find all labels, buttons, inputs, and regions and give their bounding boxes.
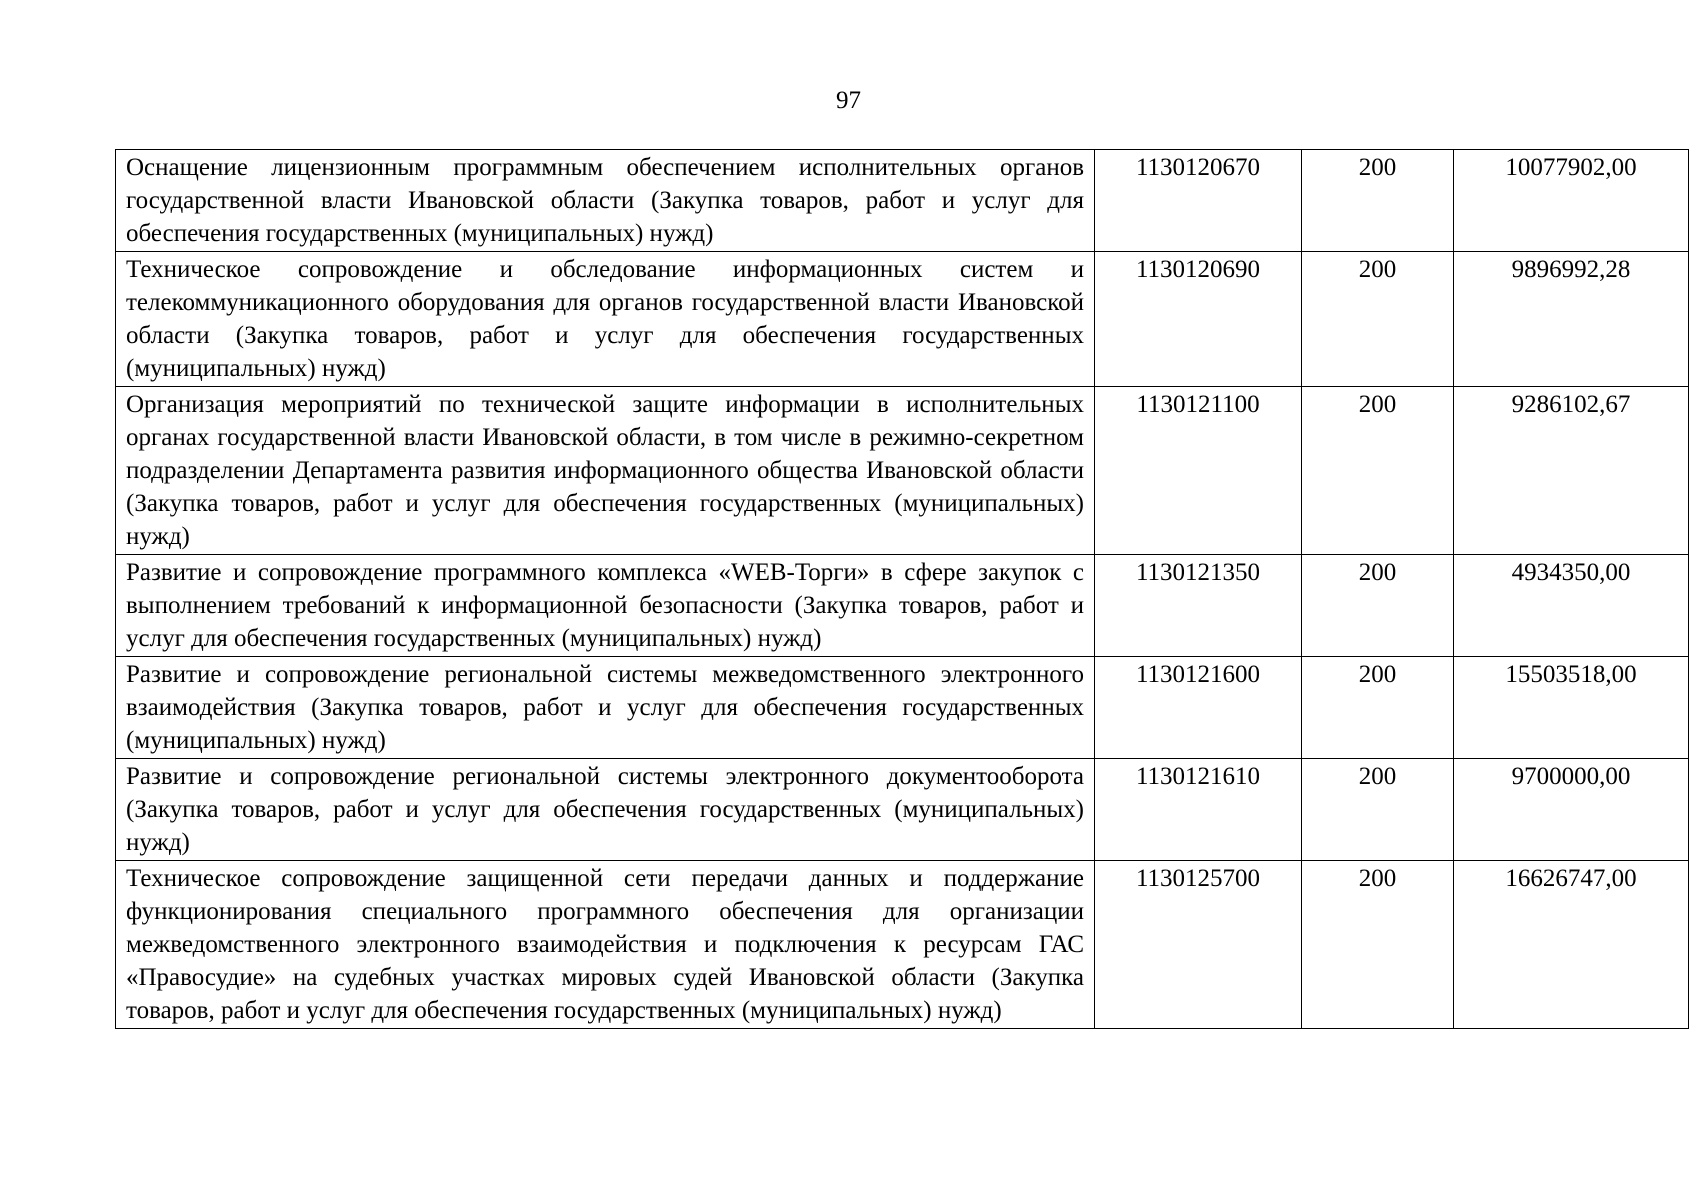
table-row	[116, 150, 1689, 252]
row-description: Развитие и сопровождение региональной системы межведомственного электронного взаимодействия (Закупка товаров, работ и услуг для обеспечения государственных (муниципальных) нужд)	[116, 657, 1095, 759]
row-amount: 9286102,67	[1454, 387, 1689, 555]
row-target-code: 1130120690	[1095, 252, 1302, 387]
table-row	[116, 252, 1689, 387]
row-target-code: 1130125700	[1095, 861, 1302, 1029]
row-amount: 9700000,00	[1454, 759, 1689, 861]
row-target-code: 1130121600	[1095, 657, 1302, 759]
table-row	[116, 555, 1689, 657]
row-amount: 10077902,00	[1454, 150, 1689, 252]
table-row	[116, 759, 1689, 861]
row-expense-type: 200	[1302, 387, 1454, 555]
row-amount: 4934350,00	[1454, 555, 1689, 657]
table-row	[116, 861, 1689, 1029]
row-target-code: 1130121350	[1095, 555, 1302, 657]
row-target-code: 1130120670	[1095, 150, 1302, 252]
row-amount: 16626747,00	[1454, 861, 1689, 1029]
row-target-code: 1130121610	[1095, 759, 1302, 861]
row-description: Техническое сопровождение и обследование информационных систем и телекоммуникационного оборудования для органов государственной власти Ивановской области (Закупка товаров, работ и услуг для обеспечения государственных (муниципальных) нужд)	[116, 252, 1095, 387]
budget-table	[115, 149, 1689, 1029]
table-row	[116, 657, 1689, 759]
row-amount: 9896992,28	[1454, 252, 1689, 387]
row-expense-type: 200	[1302, 150, 1454, 252]
row-description: Развитие и сопровождение региональной системы электронного документооборота (Закупка товаров, работ и услуг для обеспечения государственных (муниципальных) нужд)	[116, 759, 1095, 861]
row-description: Организация мероприятий по технической защите информации в исполнительных органах государственной власти Ивановской области, в том числе в режимно-секретном подразделении Департамента развития информационного общества Ивановской области (Закупка товаров, работ и услуг для обеспечения государственных (муниципальных) нужд)	[116, 387, 1095, 555]
page-number: 97	[836, 87, 861, 114]
row-amount: 15503518,00	[1454, 657, 1689, 759]
row-expense-type: 200	[1302, 759, 1454, 861]
row-target-code: 1130121100	[1095, 387, 1302, 555]
table-row	[116, 387, 1689, 555]
row-description: Техническое сопровождение защищенной сети передачи данных и поддержание функционирования специального программного обеспечения для организации межведомственного электронного взаимодействия и подключения к ресурсам ГАС «Правосудие» на судебных участках мировых судей Ивановской области (Закупка товаров, работ и услуг для обеспечения государственных (муниципальных) нужд)	[116, 861, 1095, 1029]
row-description: Оснащение лицензионным программным обеспечением исполнительных органов государственной власти Ивановской области (Закупка товаров, работ и услуг для обеспечения государственных (муниципальных) нужд)	[116, 150, 1095, 252]
row-expense-type: 200	[1302, 861, 1454, 1029]
row-expense-type: 200	[1302, 555, 1454, 657]
row-expense-type: 200	[1302, 657, 1454, 759]
row-description: Развитие и сопровождение программного комплекса «WEB-Торги» в сфере закупок с выполнением требований к информационной безопасности (Закупка товаров, работ и услуг для обеспечения государственных (муниципальных) нужд)	[116, 555, 1095, 657]
row-expense-type: 200	[1302, 252, 1454, 387]
